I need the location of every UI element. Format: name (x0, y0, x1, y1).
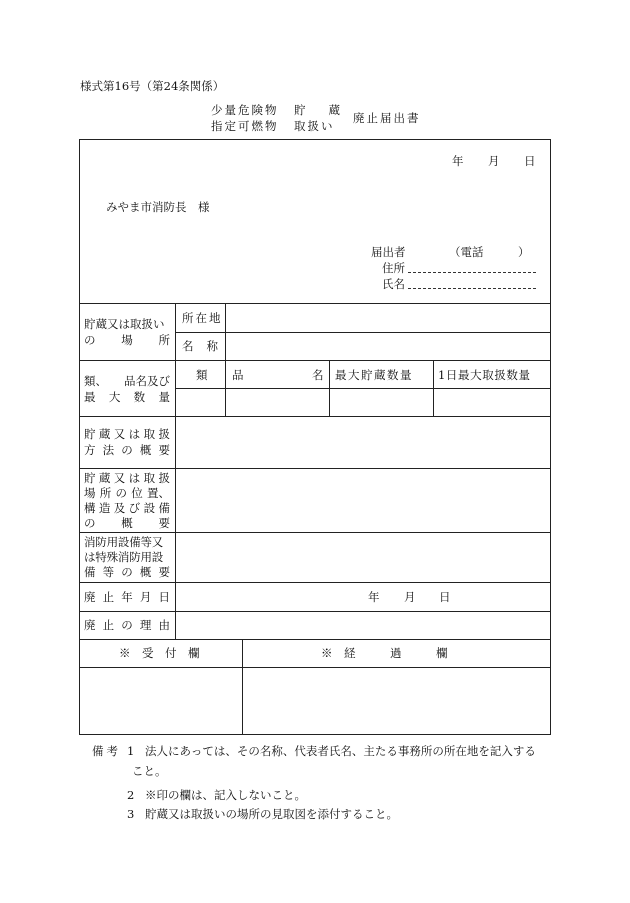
types-group-l1: 類、 品名及び (84, 374, 170, 388)
note-3-text: 貯蔵又は取扱いの場所の見取図を添付すること。 (145, 807, 398, 821)
place-label-l4: の 概 要 (84, 516, 170, 530)
notes-heading: 備考 (92, 744, 121, 758)
address-label: 住所 (382, 261, 405, 275)
date-day: 日 (524, 154, 536, 168)
method-label-l1: 貯 蔵 又 は 取 扱 (84, 427, 170, 441)
fire-label-l1: 消防用設備等又 (84, 535, 164, 549)
types-col-max-store: 最大貯蔵数量 (335, 368, 413, 382)
date-month: 月 (488, 154, 500, 168)
form-number: 様式第16号（第24条関係） (80, 79, 225, 93)
abolish-year: 年 (368, 590, 380, 604)
note-1-number: 1 (127, 744, 135, 758)
title-line1-left: 少量危険物 (211, 103, 279, 117)
reception-label: ※ 受 付 欄 (119, 646, 200, 660)
note-1-text-a: 法人にあっては、その名称、代表者氏名、主たる事務所の所在地を記入する (145, 744, 536, 758)
title-line1-mid: 貯 蔵 (294, 103, 340, 117)
phone-label: （電話 ） (449, 245, 530, 259)
place-label-l3: 構 造 及 び 設 備 (84, 501, 170, 515)
note-2-number: 2 (127, 788, 135, 802)
method-label-l2: 方 法 の 概 要 (84, 443, 170, 457)
types-col-name-b: 名 (312, 368, 324, 382)
place-label-l1: 貯 蔵 又 は 取 扱 (84, 471, 170, 485)
addressee: みやま市消防長 様 (106, 200, 210, 214)
abolish-date-label: 廃 止 年 月 日 (84, 590, 170, 604)
fire-label-l3: 備 等 の 概 要 (84, 565, 170, 579)
form-title (211, 103, 451, 133)
applicant-label: 届出者 (371, 245, 406, 259)
name-label: 氏名 (382, 277, 405, 291)
title-line2-left: 指定可燃物 (211, 119, 279, 133)
types-col-name-a: 品 (232, 368, 244, 382)
abolish-month: 月 (404, 590, 416, 604)
name-sub-label: 名 称 (182, 339, 218, 353)
title-right: 廃止届出書 (353, 111, 421, 125)
abolish-day: 日 (439, 590, 451, 604)
types-col-kind: 類 (196, 368, 208, 382)
date-year: 年 (452, 154, 464, 168)
note-1-text-b: こと。 (132, 764, 167, 778)
progress-label: ※ 経 過 欄 (321, 646, 448, 660)
types-col-max-handle: 1日最大取扱数量 (438, 368, 531, 382)
types-group-l2: 最 大 数 量 (84, 390, 170, 404)
name-field-line[interactable] (408, 288, 536, 289)
note-3-number: 3 (127, 807, 135, 821)
reason-label: 廃 止 の 理 由 (84, 618, 170, 632)
place-label-l2: 場 所 の 位 置、 (84, 486, 170, 500)
note-2-text: ※印の欄は、記入しないこと。 (145, 788, 306, 802)
location-group-l1: 貯蔵又は取扱い (84, 317, 165, 331)
fire-label-l2: は特殊消防用設 (84, 550, 164, 564)
title-line2-mid: 取扱い (294, 119, 335, 133)
location-group-l2: の 場 所 (84, 333, 170, 347)
location-sub-label: 所在地 (182, 311, 223, 325)
address-field-line[interactable] (408, 272, 536, 273)
